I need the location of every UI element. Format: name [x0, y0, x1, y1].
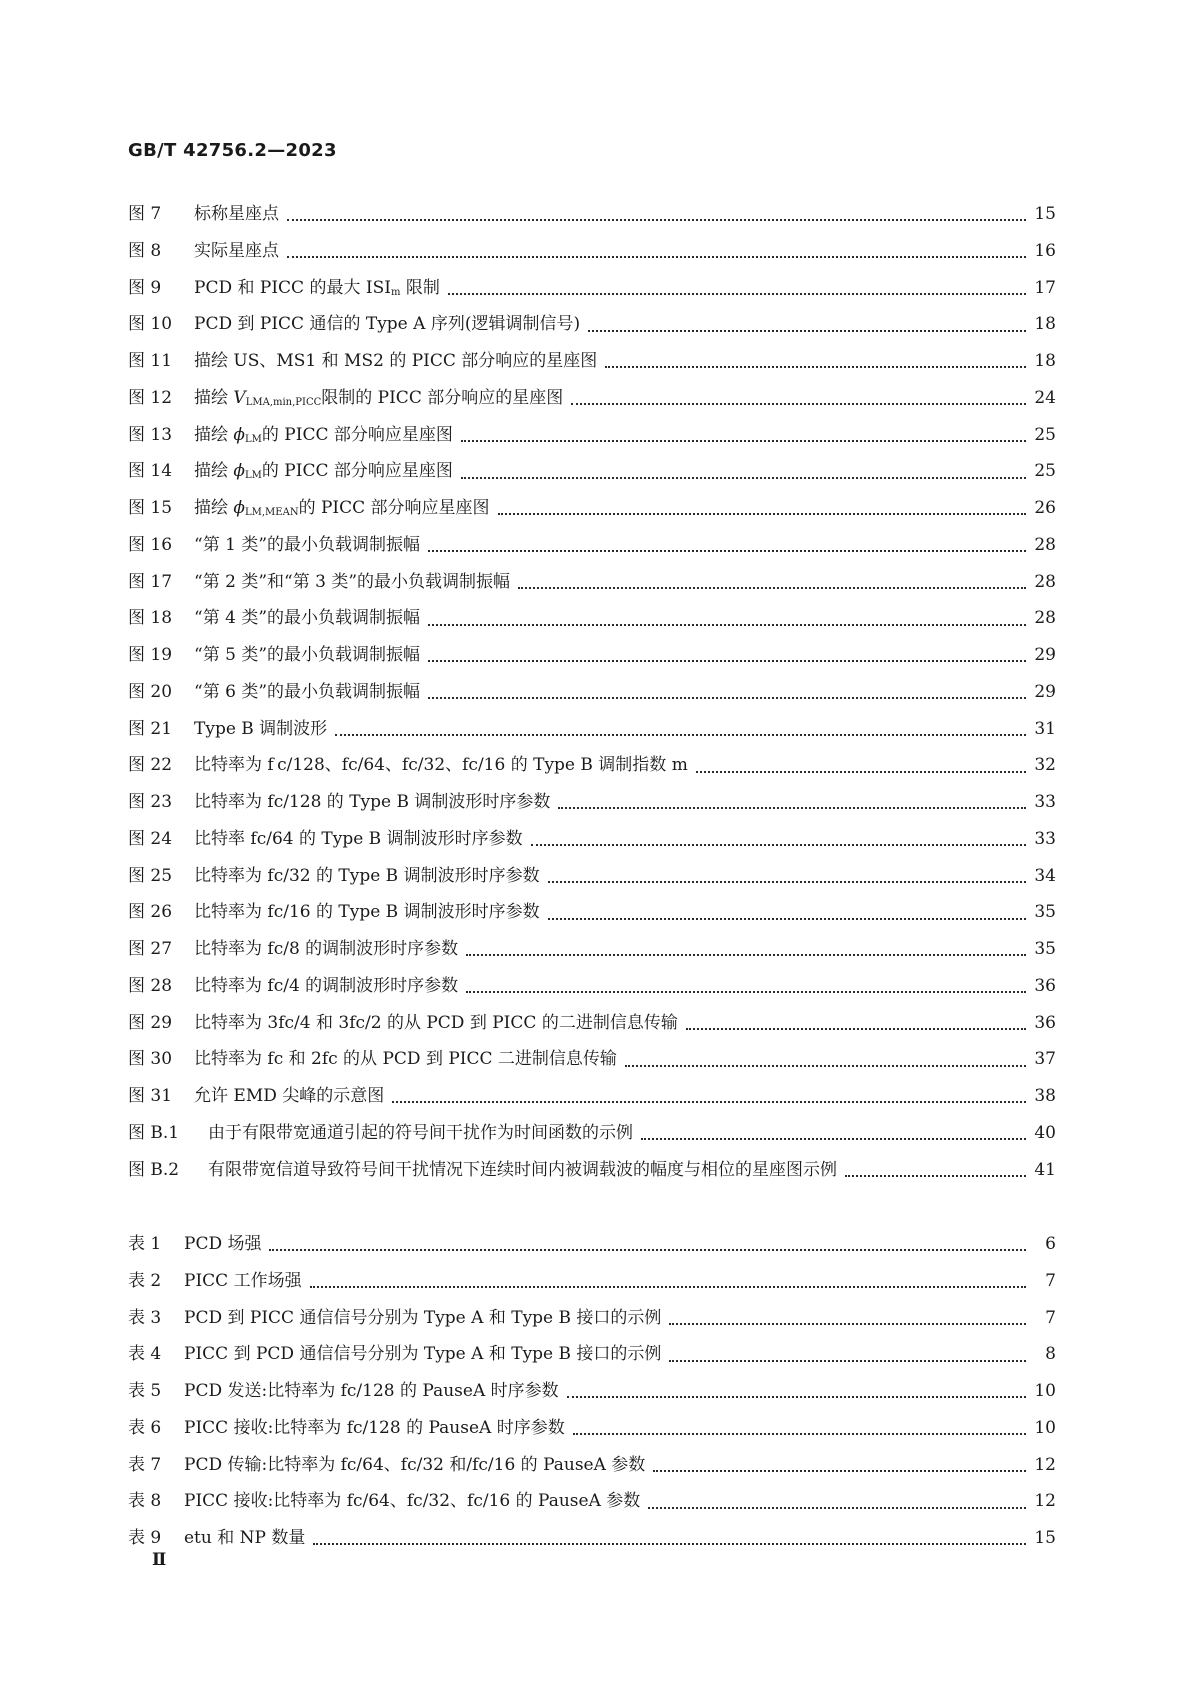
toc-page: 29	[1034, 645, 1056, 665]
toc-page: 35	[1034, 902, 1056, 923]
leader-dots	[558, 807, 1026, 809]
leader-dots	[287, 256, 1026, 258]
toc-page: 25	[1034, 424, 1056, 445]
leader-dots	[287, 219, 1026, 221]
leader-dots	[428, 624, 1026, 626]
toc-row[interactable]	[128, 968, 1056, 1005]
toc-label: 图 27	[128, 939, 173, 959]
toc-title: 实际星座点	[194, 240, 279, 261]
toc-page: 36	[1034, 1012, 1056, 1033]
toc-row[interactable]	[128, 1226, 1056, 1263]
toc-row[interactable]	[128, 1078, 1056, 1115]
toc-title: PICC 到 PCD 通信信号分别为 Type A 和 Type B 接口的示例	[184, 1344, 662, 1365]
toc-label: 表 1	[128, 1234, 162, 1254]
toc-row[interactable]	[128, 747, 1056, 784]
toc-row[interactable]	[128, 196, 1056, 233]
toc-label: 图 13	[128, 424, 173, 445]
toc-page: 12	[1034, 1491, 1056, 1512]
toc-page: 32	[1034, 755, 1056, 776]
toc-title: 比特率为 fc 和 2fc 的从 PCD 到 PICC 二进制信息传输	[194, 1049, 617, 1070]
toc-title: 比特率为 fc/32 的 Type B 调制波形时序参数	[194, 865, 540, 886]
leader-dots	[641, 1138, 1026, 1140]
toc-title: PCD 到 PICC 通信的 Type A 序列(逻辑调制信号)	[194, 314, 581, 335]
toc-page: 35	[1034, 939, 1056, 959]
toc-page: 18	[1034, 351, 1056, 371]
toc-row[interactable]	[128, 453, 1056, 490]
toc-row[interactable]	[128, 1041, 1056, 1078]
toc-row[interactable]	[128, 1005, 1056, 1042]
leader-dots	[548, 881, 1026, 883]
leader-dots	[573, 1433, 1026, 1435]
toc-row[interactable]	[128, 343, 1056, 380]
toc-title: 比特率为 3fc/4 和 3fc/2 的从 PCD 到 PICC 的二进制信息传输	[194, 1012, 678, 1033]
leader-dots	[518, 587, 1026, 589]
toc-row[interactable]	[128, 417, 1056, 454]
toc-title: 描绘 $\phi_{LM,MEAN}$的 PICC 部分响应星座图	[194, 498, 490, 518]
toc-page: 24	[1034, 387, 1056, 408]
leader-dots	[466, 991, 1026, 993]
toc-page: 6	[1045, 1234, 1056, 1254]
leader-dots	[428, 660, 1026, 662]
toc-title: “第 5 类”的最小负载调制振幅	[194, 645, 421, 665]
leader-dots	[845, 1175, 1026, 1177]
leader-dots	[548, 918, 1026, 920]
toc-label: 图 14	[128, 461, 173, 482]
toc-page: 31	[1034, 718, 1056, 739]
toc-row[interactable]	[128, 564, 1056, 601]
leader-dots	[567, 1396, 1026, 1398]
toc-title: 比特率为 fc/4 的调制波形时序参数	[194, 975, 459, 996]
toc-title: “第 6 类”的最小负载调制振幅	[194, 681, 421, 702]
leader-dots	[648, 1507, 1026, 1509]
leader-dots	[571, 403, 1026, 405]
toc-title: 描绘 $V_{LMA,min,PICC}$限制的 PICC 部分响应的星座图	[194, 387, 564, 408]
toc-title: 描绘 US、MS1 和 MS2 的 PICC 部分响应的星座图	[194, 351, 598, 371]
leader-dots	[669, 1360, 1026, 1362]
toc-row[interactable]	[128, 1483, 1056, 1520]
toc-page: 15	[1034, 204, 1056, 224]
leader-dots	[588, 330, 1026, 332]
toc-label: 图 9	[128, 277, 162, 298]
toc-page: 40	[1034, 1122, 1056, 1143]
toc-label: 图 11	[128, 351, 173, 371]
toc-label: 图 19	[128, 645, 173, 665]
toc-title: 允许 EMD 尖峰的示意图	[194, 1086, 385, 1106]
toc-title: 描绘 $\phi_{LM}$的 PICC 部分响应星座图	[194, 424, 453, 445]
leader-dots	[669, 1323, 1026, 1325]
leader-dots	[269, 1249, 1026, 1251]
leader-dots	[696, 771, 1026, 773]
toc-title: Type B 调制波形	[194, 718, 328, 739]
toc-page: 7	[1045, 1307, 1056, 1328]
toc-row[interactable]	[128, 306, 1056, 343]
toc-title: PICC 接收:比特率为 fc/64、fc/32、fc/16 的 PauseA 参数	[184, 1491, 641, 1512]
page-number: Ⅱ	[152, 1550, 167, 1570]
toc-title: PCD 到 PICC 通信信号分别为 Type A 和 Type B 接口的示例	[184, 1307, 662, 1328]
toc-label: 表 4	[128, 1344, 162, 1365]
toc-label: 表 9	[128, 1528, 162, 1548]
toc-page: 36	[1034, 975, 1056, 996]
toc-row[interactable]	[128, 233, 1056, 270]
toc-row[interactable]	[128, 1373, 1056, 1410]
toc-label: 图 25	[128, 865, 173, 886]
standard-id: GB/T 42756.2—2023	[128, 140, 337, 161]
toc-title: “第 1 类”的最小负载调制振幅	[194, 534, 421, 555]
toc-label: 图 8	[128, 240, 162, 261]
toc-page: 7	[1045, 1270, 1056, 1291]
toc-label: 表 6	[128, 1417, 162, 1438]
toc-row[interactable]	[128, 1152, 1056, 1189]
toc-label: 图 16	[128, 534, 173, 555]
toc-page: 8	[1045, 1344, 1056, 1365]
toc-row[interactable]	[128, 527, 1056, 564]
toc-title: 有限带宽信道导致符号间干扰情况下连续时间内被调载波的幅度与相位的星座图示例	[208, 1159, 837, 1180]
toc-title: PCD 发送:比特率为 fc/128 的 PauseA 时序参数	[184, 1381, 559, 1401]
toc-page: 29	[1034, 681, 1056, 702]
toc-label: 图 30	[128, 1049, 173, 1070]
leader-dots	[686, 1028, 1026, 1030]
leader-dots	[466, 954, 1026, 956]
table-list	[128, 1226, 1056, 1557]
toc-page: 38	[1034, 1086, 1056, 1106]
toc-label: 图 23	[128, 792, 173, 812]
toc-title: PICC 工作场强	[184, 1270, 302, 1291]
toc-title: 比特率为 fc/8 的调制波形时序参数	[194, 939, 459, 959]
toc-page: 18	[1034, 314, 1056, 335]
toc-label: 图 12	[128, 387, 173, 408]
leader-dots	[313, 1543, 1026, 1545]
toc-page: 33	[1034, 828, 1056, 849]
leader-dots	[335, 734, 1026, 736]
leader-dots	[448, 293, 1026, 295]
toc-title: PICC 接收:比特率为 fc/128 的 PauseA 时序参数	[184, 1417, 565, 1438]
leader-dots	[531, 844, 1026, 846]
toc-row[interactable]	[128, 1300, 1056, 1337]
toc-label: 图 B.2	[128, 1159, 180, 1180]
toc-page: 17	[1034, 277, 1056, 298]
figure-list	[128, 196, 1056, 1188]
toc-row[interactable]	[128, 1263, 1056, 1300]
toc-page: 41	[1034, 1159, 1056, 1180]
toc-row[interactable]	[128, 270, 1056, 307]
toc-label: 图 22	[128, 755, 173, 776]
leader-dots	[605, 366, 1026, 368]
toc-row[interactable]	[128, 784, 1056, 821]
leader-dots	[428, 550, 1026, 552]
toc-row[interactable]	[128, 600, 1056, 637]
toc-title: PCD 和 PICC 的最大 $ISI_m$ 限制	[194, 277, 440, 298]
toc-label: 图 29	[128, 1012, 173, 1033]
toc-row[interactable]	[128, 1336, 1056, 1373]
toc-title: 比特率为 fc/128 的 Type B 调制波形时序参数	[194, 792, 551, 812]
toc-page: 28	[1034, 534, 1056, 555]
toc-page: 28	[1034, 571, 1056, 592]
toc-title: 比特率 fc/64 的 Type B 调制波形时序参数	[194, 828, 523, 849]
leader-dots	[428, 697, 1026, 699]
toc-row[interactable]	[128, 858, 1056, 895]
toc-label: 表 3	[128, 1307, 162, 1328]
toc-label: 图 10	[128, 314, 173, 335]
toc-title: 比特率为 f c/128、fc/64、fc/32、fc/16 的 Type B 调制指数 m	[194, 755, 688, 776]
leader-dots	[625, 1065, 1026, 1067]
toc-page: 15	[1034, 1528, 1056, 1548]
toc-title: 描绘 $\phi_{LM}$的 PICC 部分响应星座图	[194, 461, 453, 482]
toc-row[interactable]	[128, 1115, 1056, 1152]
toc-label: 图 21	[128, 718, 173, 739]
toc-page: 25	[1034, 461, 1056, 482]
toc-row[interactable]	[128, 821, 1056, 858]
toc-label: 图 17	[128, 571, 173, 592]
toc-page: 34	[1034, 865, 1056, 886]
toc-row[interactable]	[128, 1520, 1056, 1557]
toc-page: 33	[1034, 792, 1056, 812]
toc-page: 16	[1034, 240, 1056, 261]
toc-label: 图 26	[128, 902, 173, 923]
toc-page: 10	[1034, 1381, 1056, 1401]
leader-dots	[392, 1101, 1026, 1103]
toc-title: 由于有限带宽通道引起的符号间干扰作为时间函数的示例	[208, 1122, 633, 1143]
toc-title: PCD 场强	[184, 1234, 262, 1254]
toc-page: 12	[1034, 1454, 1056, 1475]
toc-page: 28	[1034, 608, 1056, 629]
toc-row[interactable]	[128, 674, 1056, 711]
toc-label: 图 28	[128, 975, 173, 996]
leader-dots	[498, 513, 1026, 515]
leader-dots	[310, 1286, 1026, 1288]
toc-title: PCD 传输:比特率为 fc/64、fc/32 和/fc/16 的 PauseA 参数	[184, 1454, 646, 1475]
toc-label: 表 8	[128, 1491, 162, 1512]
toc-label: 表 7	[128, 1454, 162, 1475]
toc-page: 26	[1034, 498, 1056, 518]
toc-row[interactable]	[128, 490, 1056, 527]
toc-label: 图 15	[128, 498, 173, 518]
toc-label: 图 24	[128, 828, 173, 849]
toc-label: 图 18	[128, 608, 173, 629]
toc-label: 图 20	[128, 681, 173, 702]
toc-row[interactable]	[128, 1447, 1056, 1484]
toc-row[interactable]	[128, 1410, 1056, 1447]
toc-page: 10	[1034, 1417, 1056, 1438]
toc-title: “第 4 类”的最小负载调制振幅	[194, 608, 421, 629]
toc-row[interactable]	[128, 380, 1056, 417]
toc-row[interactable]	[128, 894, 1056, 931]
toc-title: 比特率为 fc/16 的 Type B 调制波形时序参数	[194, 902, 540, 923]
toc-title: “第 2 类”和“第 3 类”的最小负载调制振幅	[194, 571, 511, 592]
toc-label: 表 2	[128, 1270, 162, 1291]
toc-label: 表 5	[128, 1381, 162, 1401]
toc-label: 图 B.1	[128, 1122, 180, 1143]
toc-title: 标称星座点	[194, 204, 279, 224]
toc-row[interactable]	[128, 637, 1056, 674]
toc-title: etu 和 NP 数量	[184, 1528, 306, 1548]
leader-dots	[461, 440, 1026, 442]
toc-row[interactable]	[128, 711, 1056, 748]
toc-page: 37	[1034, 1049, 1056, 1070]
toc-label: 图 7	[128, 204, 162, 224]
leader-dots	[653, 1470, 1026, 1472]
toc-label: 图 31	[128, 1086, 173, 1106]
leader-dots	[461, 477, 1026, 479]
toc-row[interactable]	[128, 931, 1056, 968]
